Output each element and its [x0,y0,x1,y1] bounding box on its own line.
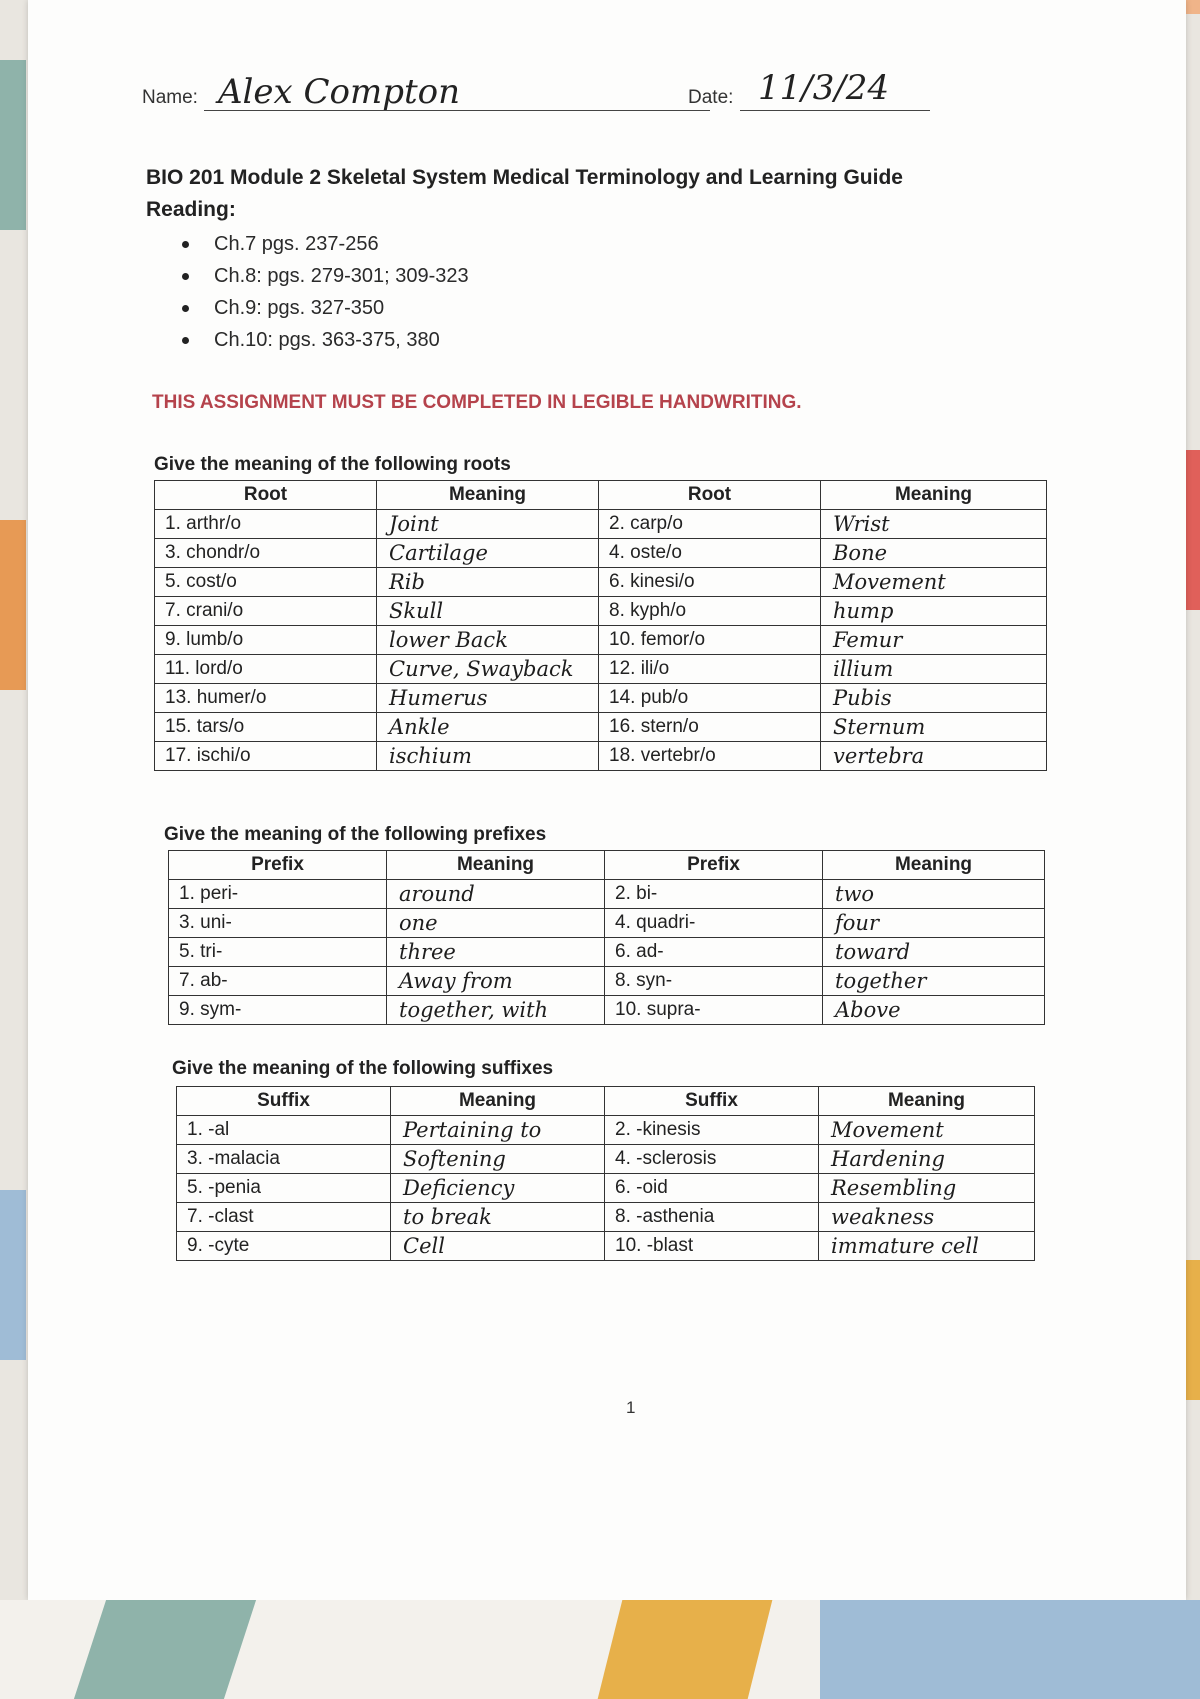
table-row [177,1145,1035,1174]
term-cell: 9. lumb/o [155,626,377,655]
term-cell: 10. supra- [605,996,823,1025]
prefixes-section-title: Give the meaning of the following prefixes [164,824,547,845]
header-suffix: Suffix [605,1087,819,1116]
table-row [155,742,1047,771]
term-cell: 10. -blast [605,1232,819,1261]
reading-label: Reading: [146,198,236,221]
term-cell: 8. syn- [605,967,823,996]
answer-cell: to break [391,1203,605,1232]
answer-cell: Bone [821,539,1047,568]
term-cell: 7. ab- [169,967,387,996]
term-cell: 2. -kinesis [605,1116,819,1145]
term-cell: 5. -penia [177,1174,391,1203]
roots-section-title: Give the meaning of the following roots [154,454,511,475]
table-row [177,1203,1035,1232]
reading-item: Ch.9: pgs. 327-350 [178,292,469,324]
answer-cell: around [387,880,605,909]
answer-cell: Ankle [377,713,599,742]
term-cell: 16. stern/o [599,713,821,742]
answer-cell: Femur [821,626,1047,655]
term-cell: 11. lord/o [155,655,377,684]
term-cell: 10. femor/o [599,626,821,655]
answer-cell: Away from [387,967,605,996]
answer-cell: Movement [819,1116,1035,1145]
answer-cell: Cell [391,1232,605,1261]
table-row [177,1116,1035,1145]
answer-cell: Above [823,996,1045,1025]
answer-cell: Resembling [819,1174,1035,1203]
header-suffix: Suffix [177,1087,391,1116]
term-cell: 6. -oid [605,1174,819,1203]
table-row [155,684,1047,713]
answer-cell: Sternum [821,713,1047,742]
answer-cell: one [387,909,605,938]
term-cell: 12. ili/o [599,655,821,684]
name-label: Name: [142,87,198,108]
term-cell: 8. -asthenia [605,1203,819,1232]
header-meaning: Meaning [819,1087,1035,1116]
answer-cell: Softening [391,1145,605,1174]
answer-cell: Cartilage [377,539,599,568]
table-row [169,909,1045,938]
answer-cell: ischium [377,742,599,771]
term-cell: 4. -sclerosis [605,1145,819,1174]
term-cell: 8. kyph/o [599,597,821,626]
answer-cell: hump [821,597,1047,626]
term-cell: 2. carp/o [599,510,821,539]
term-cell: 15. tars/o [155,713,377,742]
header-meaning: Meaning [391,1087,605,1116]
term-cell: 5. cost/o [155,568,377,597]
table-row [169,996,1045,1025]
term-cell: 3. uni- [169,909,387,938]
answer-cell: Pubis [821,684,1047,713]
answer-cell: together, with [387,996,605,1025]
roots-table [154,480,1047,771]
term-cell: 7. -clast [177,1203,391,1232]
background-shape-blue [820,1600,1200,1699]
term-cell: 3. -malacia [177,1145,391,1174]
term-cell: 3. chondr/o [155,539,377,568]
answer-cell: three [387,938,605,967]
term-cell: 1. peri- [169,880,387,909]
table-row [155,713,1047,742]
answer-cell: Humerus [377,684,599,713]
answer-cell: lower Back [377,626,599,655]
suffixes-section-title: Give the meaning of the following suffixes [172,1058,554,1079]
answer-cell: together [823,967,1045,996]
header-meaning: Meaning [821,481,1047,510]
term-cell: 1. arthr/o [155,510,377,539]
reading-item: Ch.10: pgs. 363-375, 380 [178,324,469,356]
header-prefix: Prefix [169,851,387,880]
answer-cell: Movement [821,568,1047,597]
reading-list [178,228,469,356]
answer-cell: weakness [819,1203,1035,1232]
table-row [155,568,1047,597]
table-row [155,539,1047,568]
answer-cell: four [823,909,1045,938]
term-cell: 14. pub/o [599,684,821,713]
answer-cell: Curve, Swayback [377,655,599,684]
header-meaning: Meaning [377,481,599,510]
header-root: Root [155,481,377,510]
table-row [169,967,1045,996]
answer-cell: vertebra [821,742,1047,771]
term-cell: 7. crani/o [155,597,377,626]
date-handwritten: 11/3/24 [758,68,890,108]
name-underline [204,110,710,111]
answer-cell: Pertaining to [391,1116,605,1145]
table-row [169,938,1045,967]
document-title: BIO 201 Module 2 Skeletal System Medical Terminology and Learning Guide [146,166,903,189]
term-cell: 9. -cyte [177,1232,391,1261]
term-cell: 18. vertebr/o [599,742,821,771]
header-prefix: Prefix [605,851,823,880]
answer-cell: Joint [377,510,599,539]
worksheet-page [28,0,1186,1600]
answer-cell: Wrist [821,510,1047,539]
table-row [155,655,1047,684]
term-cell: 5. tri- [169,938,387,967]
table-row [169,880,1045,909]
reading-item: Ch.7 pgs. 237-256 [178,228,469,260]
date-label: Date: [688,87,734,108]
reading-item: Ch.8: pgs. 279-301; 309-323 [178,260,469,292]
term-cell: 13. humer/o [155,684,377,713]
prefixes-table [168,850,1045,1025]
table-row [155,510,1047,539]
background-stripe-blue [0,1190,26,1360]
term-cell: 1. -al [177,1116,391,1145]
table-row [155,626,1047,655]
suffixes-table [176,1086,1035,1261]
answer-cell: illium [821,655,1047,684]
header-meaning: Meaning [823,851,1045,880]
term-cell: 4. oste/o [599,539,821,568]
page-number: 1 [626,1398,636,1417]
handwriting-warning: THIS ASSIGNMENT MUST BE COMPLETED IN LEGIBLE HANDWRITING. [152,392,802,413]
background-stripe-teal [0,60,26,230]
name-handwritten: Alex Compton [218,72,461,112]
answer-cell: immature cell [819,1232,1035,1261]
background-shape-yellow [598,1600,773,1699]
term-cell: 2. bi- [605,880,823,909]
background-stripe-orange [0,520,26,690]
term-cell: 9. sym- [169,996,387,1025]
table-row [177,1174,1035,1203]
answer-cell: two [823,880,1045,909]
table-row [155,597,1047,626]
term-cell: 6. kinesi/o [599,568,821,597]
answer-cell: toward [823,938,1045,967]
header-meaning: Meaning [387,851,605,880]
header-root: Root [599,481,821,510]
answer-cell: Hardening [819,1145,1035,1174]
answer-cell: Deficiency [391,1174,605,1203]
term-cell: 4. quadri- [605,909,823,938]
term-cell: 17. ischi/o [155,742,377,771]
answer-cell: Rib [377,568,599,597]
date-underline [740,110,930,111]
table-row [177,1232,1035,1261]
answer-cell: Skull [377,597,599,626]
term-cell: 6. ad- [605,938,823,967]
